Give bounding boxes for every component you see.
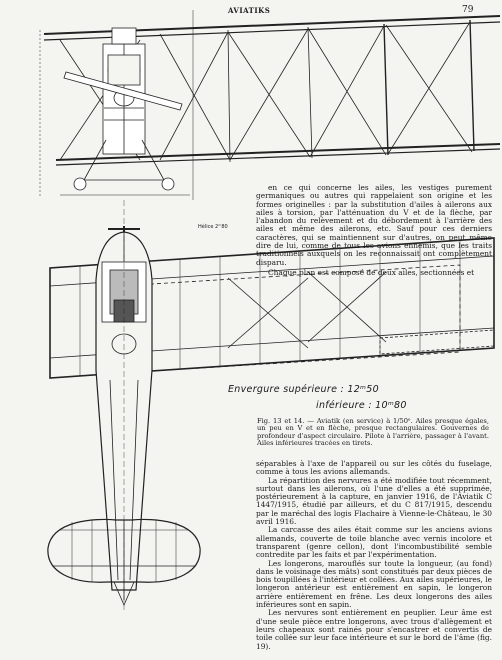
paragraph: La répartition des nervures a été modifiée tout récemment, surtout dans les ailerons, où l'une d'elles a été supprimée, postérieurement à la capture, en janvier 1916, de l'Aviatik C 1447/1915, étudié par ailleurs, et du C 817/1915, descendu par le maréchal des logis Flachaire à Vienne-le-Château, le 30 avril 1916. (256, 475, 492, 527)
upper-span-label: Envergure supérieure : 12ᵐ50 (228, 384, 379, 395)
front-view (40, 10, 500, 200)
paragraph: Les nervures sont entièrement en peuplier. Leur âme est d'une seule pièce entre longerons, avec trous d'allègement et leurs chapeaux sont rainés pour s'encastrer et convertis de toile collée sur leur face intérieure et sur le bord de l'âme (fig. 19). (256, 608, 492, 651)
running-header: AVIATIKS (228, 6, 271, 15)
paragraph: Chaque plan est composé de deux ailes, sectionnées et (268, 267, 475, 277)
lower-span-label: inférieure : 10ᵐ80 (316, 400, 407, 411)
paragraph: La carcasse des ailes était comme sur les anciens avions allemands, couverte de toile blanche avec vernis incolore et transparent (genre cellon), dont l'incombustibilité semble contredite par les faits et par l'expérimentation. (256, 525, 492, 560)
text-block-bottom (256, 460, 492, 651)
page-number: 79 (462, 5, 474, 15)
text-block-top (256, 184, 492, 277)
propeller-label: Hélice 2ᵐ80 (198, 224, 228, 230)
paragraph: en ce qui concerne les ailes, les vestiges purement germaniques ou autres qui rappelaient son origine et les formes originelles : par la substitution d'ailes à ailerons aux ailes à torsion, par l'atténuation du V et de la flèche, par l'abandon du relèvement et du débordement à l'arrière des ailes et même des ailerons, etc. Sauf pour ces derniers caractères, qui se maintiennent sur d'autres, on peut même dire de lui, comme de tous les avions ennemis, que les traits traditionnels auxquels on les reconnaissait ont complètement disparu. (256, 183, 492, 267)
paragraph: séparables à l'axe de l'appareil ou sur les côtés du fuselage, comme à tous les avions allemands. (256, 459, 492, 477)
figure-caption: Fig. 13 et 14. — Aviatik (en service) à 1/50ᵉ. Ailes presque égales, un peu en V et en flèche, presque rectangulaires. Gouvernes de profondeur d'aspect circulaire. Pilote à l'arrière, passager à l'avant. Ailes inférieures tracées en tirets. (257, 417, 489, 448)
paragraph: Les longerons, marouflés sur toute la longueur, (au fond) dans le voisinage des mâts) sont constitués par deux pièces de bois toupillées à l'intérieur et collées. Aux ailes supérieures, le longeron antérieur est entièrement en sapin, le longeron arrière entièrement en frêne. Les deux longerons des ailes inférieures sont en sapin. (256, 558, 492, 610)
